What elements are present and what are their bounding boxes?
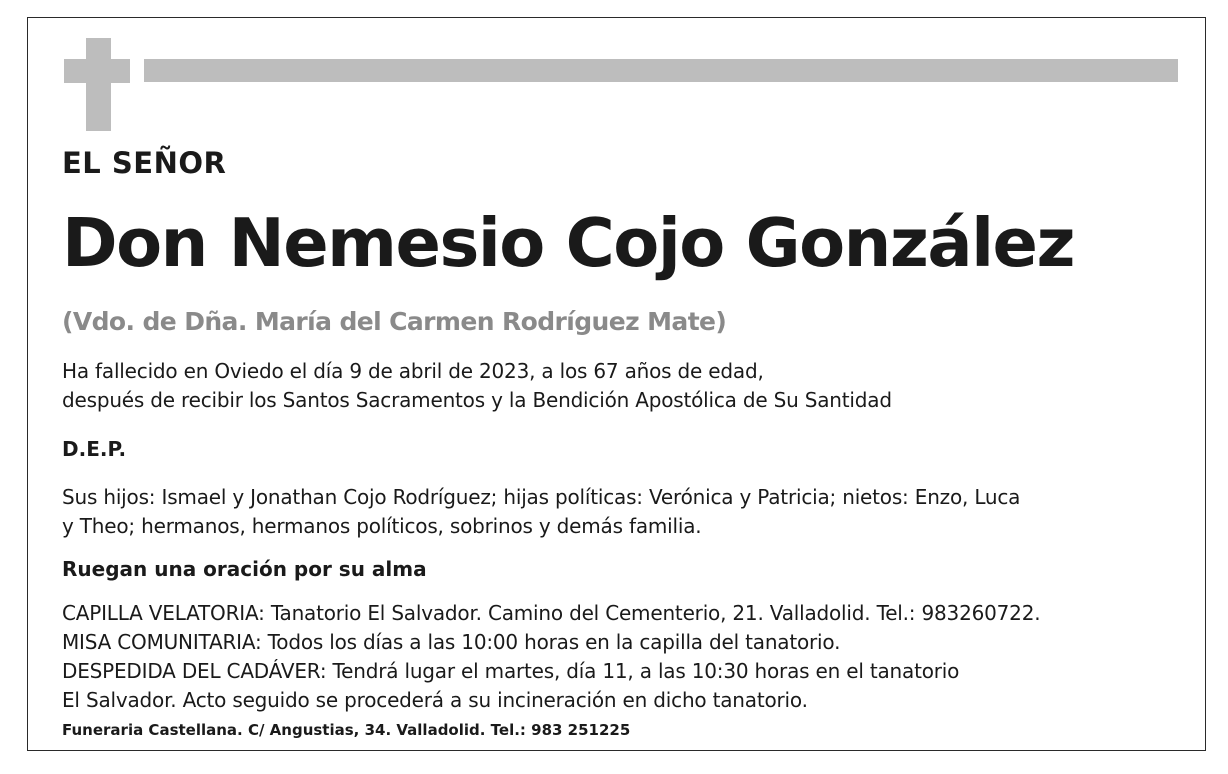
honorific-heading: EL SEÑOR [62, 146, 227, 180]
funeral-home-info: Funeraria Castellana. C/ Angustias, 34. Valladolid. Tel.: 983 251225 [62, 721, 631, 739]
death-notice-line: Ha fallecido en Oviedo el día 9 de abril de 2023, a los 67 años de edad, [62, 359, 764, 383]
prayer-request: Ruegan una oración por su alma [62, 557, 427, 581]
family-list [62, 483, 1020, 541]
deceased-name: Don Nemesio Cojo González [62, 204, 1074, 282]
family-line: y Theo; hermanos, hermanos políticos, sobrinos y demás familia. [62, 514, 702, 538]
cross-vertical-beam [86, 38, 111, 131]
arrangement-line: DESPEDIDA DEL CADÁVER: Tendrá lugar el martes, día 11, a las 10:30 horas en el tanatorio [62, 659, 960, 683]
family-line: Sus hijos: Ismael y Jonathan Cojo Rodríguez; hijas políticas: Verónica y Patricia; nietos: Enzo, Luca [62, 485, 1021, 509]
cross-horizontal-beam [64, 59, 130, 83]
arrangement-line: CAPILLA VELATORIA: Tanatorio El Salvador. Camino del Cementerio, 21. Valladolid. Tel.: 983260722. [62, 601, 1041, 625]
arrangement-line: MISA COMUNITARIA: Todos los días a las 10:00 horas en la capilla del tanatorio. [62, 630, 841, 654]
death-notice-line: después de recibir los Santos Sacramentos y la Bendición Apostólica de Su Santidad [62, 388, 892, 412]
widow-note: (Vdo. de Dña. María del Carmen Rodríguez Mate) [62, 307, 727, 336]
death-notice [62, 357, 892, 415]
arrangements [62, 599, 1040, 715]
arrangement-line: El Salvador. Acto seguido se procederá a su incineración en dicho tanatorio. [62, 688, 808, 712]
header-rule [144, 59, 1178, 82]
rip-label: D.E.P. [62, 437, 127, 461]
